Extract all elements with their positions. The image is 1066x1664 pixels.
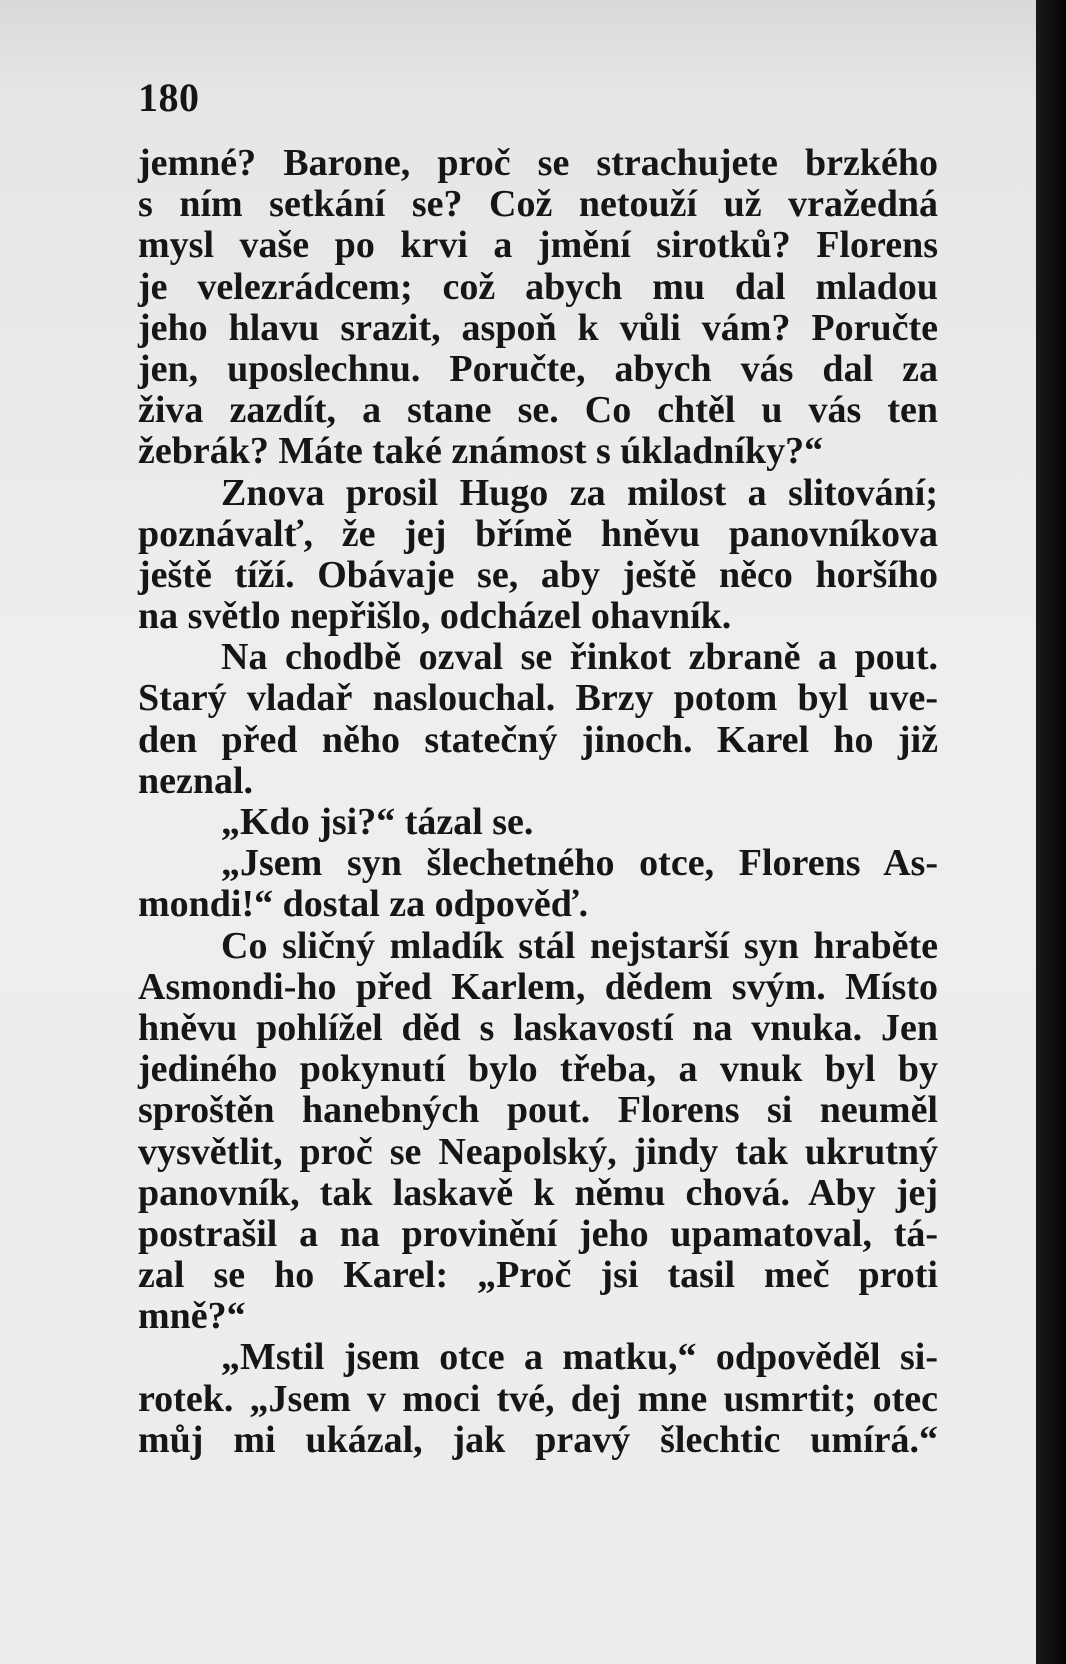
page-number: 180 — [138, 75, 200, 120]
text-line: mně?“ — [138, 1295, 246, 1338]
text-line: živa zazdít, a stane se. Co chtěl u vás ten — [138, 389, 938, 432]
text-line: ještě tíží. Obávaje se, aby ještě něco horšího — [138, 553, 938, 596]
text-line: panovník, tak laskavě k němu chová. Aby jej — [138, 1171, 938, 1214]
text-line: žebrák? Máte také známost s úkladníky?“ — [138, 430, 824, 473]
text-line: s ním setkání se? Což netouží už vražedná — [138, 183, 938, 226]
text-line: „Jsem syn šlechetného otce, Florens As- — [221, 842, 938, 885]
text-line: „Kdo jsi?“ tázal se. — [221, 801, 534, 843]
text-line: mondi!“ dostal za odpověď. — [138, 883, 589, 926]
text-line: hněvu pohlížel děd s laskavostí na vnuka. Jen — [138, 1006, 938, 1049]
text-line: na světlo nepřišlo, odcházel ohavník. — [138, 595, 732, 638]
text-line: vysvětlit, proč se Neapolský, jindy tak ukrutný — [138, 1130, 938, 1173]
text-line: Starý vladař naslouchal. Brzy potom byl uve- — [138, 677, 938, 720]
text-line: Co sličný mladík stál nejstarší syn hraběte — [221, 924, 938, 967]
text-line: Znova prosil Hugo za milost a slitování; — [221, 471, 938, 514]
text-line: neznal. — [138, 759, 254, 802]
text-line: mysl vaše po krvi a jmění sirotků? Florens — [138, 224, 938, 267]
binding-edge — [1036, 0, 1066, 1664]
text-line: jeho hlavu srazit, aspoň k vůli vám? Poručte — [138, 306, 938, 349]
text-line: sproštěn hanebných pout. Florens si neuměl — [138, 1089, 938, 1132]
text-line: Na chodbě ozval se řinkot zbraně a pout. — [221, 636, 938, 679]
text-line: den před něho statečný jinoch. Karel ho již — [138, 718, 938, 761]
text-line: jen, uposlechnu. Poručte, abych vás dal za — [138, 347, 938, 390]
text-line: poznávalť, že jej břímě hněvu panovníkova — [138, 512, 938, 555]
text-line: „Mstil jsem otce a matku,“ odpověděl si- — [221, 1336, 938, 1379]
text-line: zal se ho Karel: „Proč jsi tasil meč proti — [138, 1254, 938, 1297]
text-line: rotek. „Jsem v moci tvé, dej mne usmrtit; otec — [138, 1377, 938, 1420]
text-line: Asmondi-ho před Karlem, dědem svým. Místo — [138, 965, 938, 1008]
text-line: jemné? Barone, proč se strachujete brzkého — [138, 142, 938, 184]
body-text — [138, 143, 938, 1461]
text-line: je velezrádcem; což abych mu dal mladou — [138, 265, 938, 308]
text-line: postrašil a na provinění jeho upamatoval, tá- — [138, 1212, 938, 1255]
text-line: jediného pokynutí bylo třeba, a vnuk byl by — [138, 1048, 938, 1091]
text-line: můj mi ukázal, jak pravý šlechtic umírá.“ — [138, 1418, 938, 1461]
